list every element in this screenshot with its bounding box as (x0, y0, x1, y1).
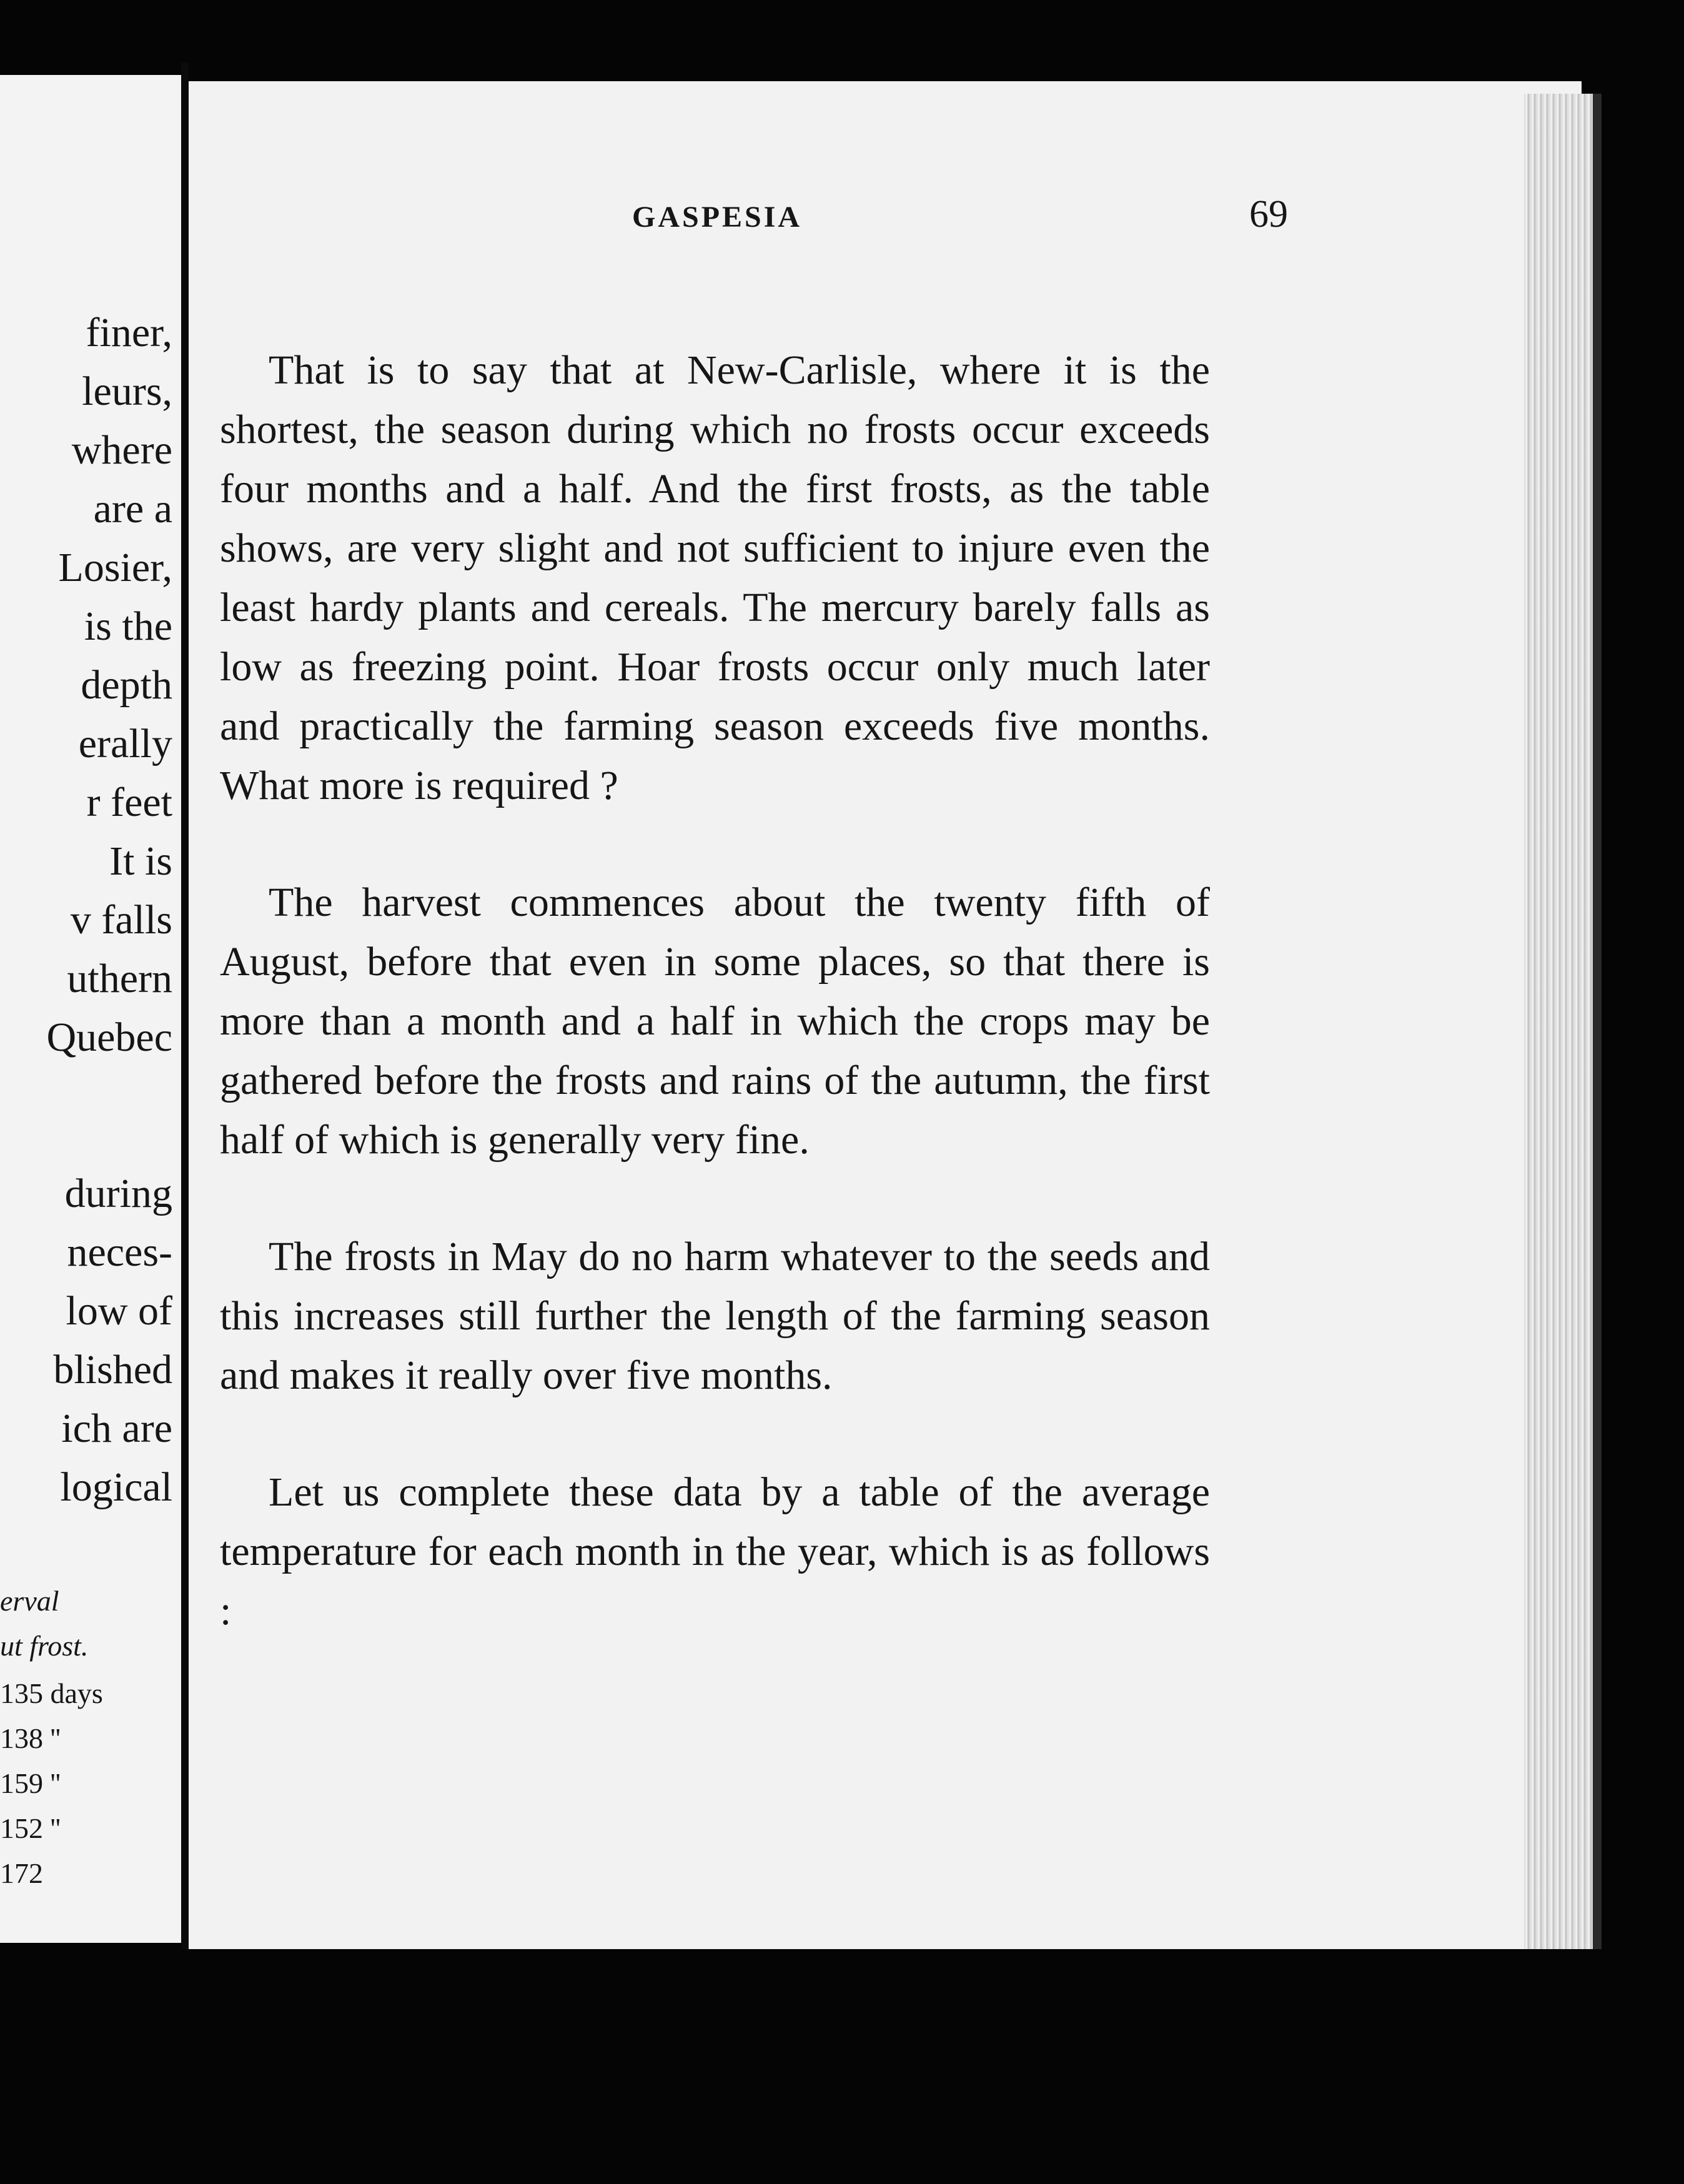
left-page (0, 75, 181, 1943)
left-text-fragment: It is (109, 838, 172, 884)
left-text-fragment: logical (60, 1464, 172, 1510)
left-text-fragment: are a (93, 486, 172, 532)
running-head (445, 192, 1288, 242)
page-number: 69 (1249, 193, 1288, 236)
left-table-row: 172 (0, 1857, 43, 1889)
left-text-fragment: uthern (67, 956, 172, 1001)
left-text-fragment: low of (66, 1288, 172, 1334)
left-text-fragment: Quebec (46, 1015, 172, 1060)
page-block-edges (1524, 94, 1593, 1949)
page-body (220, 340, 1210, 1698)
left-text-fragment: finer, (86, 310, 172, 355)
left-text-fragment: r feet (86, 780, 172, 825)
left-text-fragment: during (64, 1171, 172, 1216)
left-text-fragment: blished (53, 1347, 172, 1392)
left-text-fragment: v falls (70, 897, 172, 943)
left-table-row: 135 days (0, 1677, 103, 1709)
left-text-fragment: Losier, (58, 545, 172, 590)
left-table-row: 138 '' (0, 1722, 61, 1754)
paragraph: The frosts in May do no harm whatever to the seeds and this increases still further the length of the farming season and makes it really over five months. (220, 1234, 1210, 1398)
paragraph: That is to say that at New-Carlisle, where it is the shortest, the season during which no frosts occur exceeds four months and a half. And the first frosts, as the table shows, are very slight and not sufficient to injure even the least hardy plants and cereals. The mercury barely falls as low as freezing point. Hoar frosts occur only much later and practically the farming season exceeds five months. What more is required ? (220, 347, 1210, 808)
running-title: GASPESIA (632, 201, 803, 234)
paragraph: Let us complete these data by a table of the average temperature for each month in the year, which is as follows : (220, 1469, 1210, 1634)
paragraph: The harvest commences about the twenty fifth of August, before that even in some places, so that there is more than a month and a half in which the crops may be gathered before the frosts and rains of the autumn, the first half of which is generally very fine. (220, 880, 1210, 1163)
page-edge-shadow (1593, 94, 1602, 1949)
book-gutter (181, 62, 189, 1949)
left-text-fragment: erally (78, 721, 172, 767)
left-text-fragment: ich are (61, 1406, 172, 1451)
left-table-row: 152 '' (0, 1812, 61, 1844)
left-table-header: erval (0, 1585, 59, 1617)
left-text-fragment: is the (84, 603, 172, 649)
left-text-fragment: where (71, 427, 172, 473)
left-text-fragment: leurs, (82, 369, 172, 414)
left-text-fragment: neces- (67, 1229, 172, 1275)
left-table-header: ut frost. (0, 1630, 89, 1662)
left-text-fragment: depth (81, 662, 172, 708)
left-table-row: 159 '' (0, 1767, 61, 1799)
